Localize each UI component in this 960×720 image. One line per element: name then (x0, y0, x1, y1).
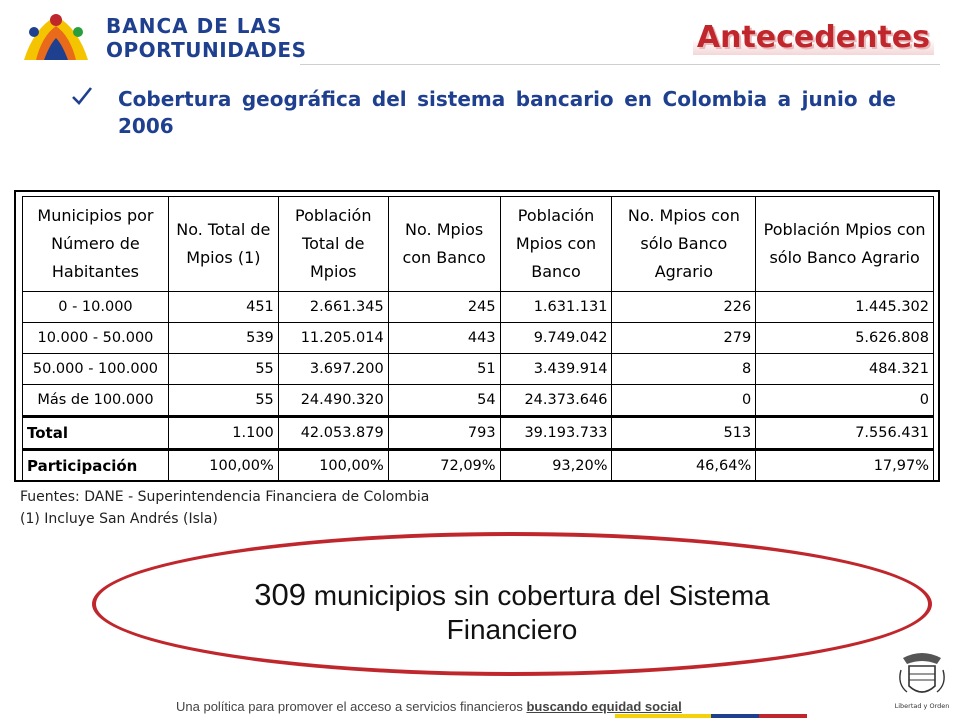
table-row (23, 354, 934, 385)
table-cell: 443 (388, 323, 500, 354)
table-cell: 513 (612, 417, 756, 450)
table-cell: 39.193.733 (500, 417, 612, 450)
table-cell: 1.631.131 (500, 292, 612, 323)
coverage-table (22, 196, 934, 482)
table-cell: 72,09% (388, 450, 500, 482)
table-cell: 100,00% (278, 450, 388, 482)
table-cell: 0 (756, 385, 934, 417)
column-header: Población Total de Mpios (278, 197, 388, 292)
table-cell: 100,00% (168, 450, 278, 482)
table-cell: 793 (388, 417, 500, 450)
row-label: Participación (23, 450, 169, 482)
slide-title: Antecedentes (693, 20, 934, 55)
footer-tagline (176, 699, 682, 714)
row-label: 50.000 - 100.000 (23, 354, 169, 385)
logo-line-2: OPORTUNIDADES (106, 38, 307, 62)
coat-of-arms-icon (893, 650, 951, 712)
column-header: No. Total de Mpios (1) (168, 197, 278, 292)
row-label: 0 - 10.000 (23, 292, 169, 323)
callout-text-line-1: municipios sin cobertura del Sistema (313, 580, 770, 611)
table-cell: 451 (168, 292, 278, 323)
checkmark-icon (70, 84, 94, 108)
title-divider (300, 64, 940, 65)
logo-emblem-icon (16, 8, 96, 64)
participation-row (23, 450, 934, 482)
table-cell: 55 (168, 354, 278, 385)
table-row (23, 323, 934, 354)
table-cell: 55 (168, 385, 278, 417)
table-cell: 46,64% (612, 450, 756, 482)
table-row (23, 292, 934, 323)
callout-number: 309 (254, 577, 306, 612)
table-cell: 1.445.302 (756, 292, 934, 323)
footer-bold-text: buscando equidad social (526, 699, 682, 714)
table-cell: 2.661.345 (278, 292, 388, 323)
row-label: 10.000 - 50.000 (23, 323, 169, 354)
column-header: Población Mpios con sólo Banco Agrario (756, 197, 934, 292)
coverage-table-frame (14, 190, 940, 482)
flag-yellow (615, 714, 711, 718)
table-cell: 7.556.431 (756, 417, 934, 450)
table-cell: 24.490.320 (278, 385, 388, 417)
row-label: Total (23, 417, 169, 450)
column-header: Municipios por Número de Habitantes (23, 197, 169, 292)
table-cell: 17,97% (756, 450, 934, 482)
flag-stripe (615, 714, 807, 718)
table-cell: 3.697.200 (278, 354, 388, 385)
table-cell: 24.373.646 (500, 385, 612, 417)
table-source (20, 486, 429, 530)
table-cell: 5.626.808 (756, 323, 934, 354)
total-row (23, 417, 934, 450)
table-cell: 51 (388, 354, 500, 385)
table-cell: 484.321 (756, 354, 934, 385)
column-header: Población Mpios con Banco (500, 197, 612, 292)
callout-message (96, 578, 928, 647)
logo-line-1: BANCA DE LAS (106, 14, 283, 38)
table-cell: 11.205.014 (278, 323, 388, 354)
bullet-text: Cobertura geográfica del sistema bancario en Colombia a junio de 2006 (118, 87, 896, 138)
table-cell: 8 (612, 354, 756, 385)
flag-red (759, 714, 807, 718)
table-cell: 3.439.914 (500, 354, 612, 385)
table-cell: 93,20% (500, 450, 612, 482)
callout-oval (92, 532, 932, 676)
callout-text-line-2: Financiero (446, 614, 578, 645)
column-header: No. Mpios con sólo Banco Agrario (612, 197, 756, 292)
table-header-row (23, 197, 934, 292)
table-cell: 0 (612, 385, 756, 417)
table-cell: 1.100 (168, 417, 278, 450)
flag-blue (711, 714, 759, 718)
table-cell: 226 (612, 292, 756, 323)
bank-logo (16, 8, 307, 64)
footnote-text: (1) Incluye San Andrés (Isla) (20, 511, 218, 527)
table-cell: 42.053.879 (278, 417, 388, 450)
footer-text: Una política para promover el acceso a servicios financieros (176, 699, 523, 714)
row-label: Más de 100.000 (23, 385, 169, 417)
table-row (23, 385, 934, 417)
table-cell: 245 (388, 292, 500, 323)
source-text: Fuentes: DANE - Superintendencia Financiera de Colombia (20, 489, 430, 505)
table-cell: 54 (388, 385, 500, 417)
table-cell: 279 (612, 323, 756, 354)
column-header: No. Mpios con Banco (388, 197, 500, 292)
table-cell: 539 (168, 323, 278, 354)
table-cell: 9.749.042 (500, 323, 612, 354)
coat-caption: Libertad y Orden (894, 702, 950, 710)
